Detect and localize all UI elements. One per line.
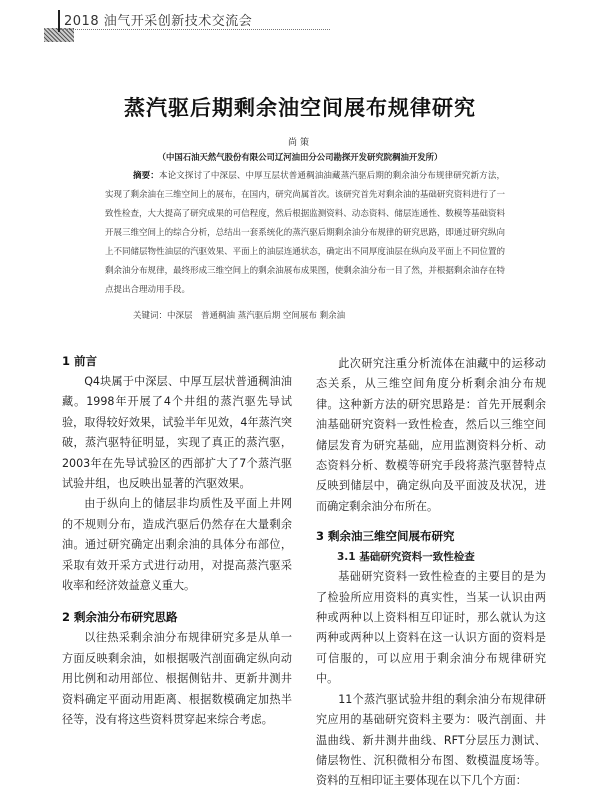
paragraph: 此次研究注重分析流体在油藏中的运移动态关系，从三维空间角度分析剩余油分布规律。这种新方法的研究思路是：首先开展剩余油基础研究资料一致性检查，然后以三维空间储层发育为研究基础，应用监测资料分析、动态资料分析、数模等研究手段将蒸汽驱替特点反映到储层中，确定纵向及平面波及状况，进而确定剩余油分布所在。 — [316, 357, 546, 513]
conference-name: 2018 油气开采创新技术交流会 — [64, 14, 253, 29]
affiliation: （中国石油天然气股份有限公司辽河油田分公司勘探开发研究院稠油开发所） — [157, 152, 443, 162]
section-heading-1: 1 前言 — [62, 354, 98, 368]
left-column — [62, 350, 292, 731]
section-heading-3: 3 剩余油三维空间展布研究 — [316, 529, 455, 544]
header-rule — [60, 29, 330, 30]
paper-title: 蒸汽驱后期剩余油空间展布规律研究 — [124, 96, 476, 120]
subsection-heading: 3.1 基础研究资料一致性检查 — [337, 551, 475, 564]
section-heading-2: 2 剩余油分布研究思路 — [62, 610, 178, 625]
abstract-label: 摘要： — [133, 171, 159, 181]
paragraph: Q4块属于中深层、中厚互层状普通稠油油藏。1998年开展了4个井组的蒸汽驱先导试验，取得较好效果，试验半年见效，4年蒸汽突破，蒸汽驱特征明显，实现了真正的蒸汽驱，2003年在先导试验区的西部扩大了7个蒸汽驱试验井组，也反映出显著的汽驱效果。 — [62, 375, 292, 491]
keywords-label: 关键词： — [133, 311, 168, 321]
paragraph: 由于纵向上的储层非均质性及平面上井网的不规则分布，造成汽驱后仍然存在大量剩余油。通过研究确定出剩余油的具体分布部位，采取有效开采方式进行动用，对提高蒸汽驱采收率和经济效益意义重大。 — [62, 497, 292, 593]
right-column — [316, 354, 546, 792]
paragraph: 11个蒸汽驱试验井组的剩余油分布规律研究应用的基础研究资料主要为：吸汽剖面、井温曲线、新井测井曲线、RFT分层压力测试、储层物性、沉积微相分布图、数模温度场等。资料的互相印证主要体现在以下几个方面： — [316, 692, 546, 788]
running-header — [40, 8, 340, 34]
keywords — [133, 309, 345, 321]
abstract — [105, 167, 505, 300]
abstract-text: 本论文探讨了中深层、中厚互层状普通稠油油藏蒸汽驱后期的剩余油分布规律研究新方法，实现了剩余油在三维空间上的展布，在国内，研究尚属首次。该研究首先对剩余油的基础研究资料进行了一致性检查，大大提高了研究成果的可信程度，然后根据监测资料、动态资料、储层连通性、数模等基础资料开展三维空间上的综合分析，总结出一套系统化的蒸汽驱后期剩余油分布规律的研究思路，即通过研究纵向上不同储层物性油层的汽驱效果、平面上的油层连通状态，确定出不同厚度油层在纵向及平面上不同位置的剩余油分布规律，最终形成三维空间上的剩余油展布成果图，使剩余油分布一目了然，并根据剩余油存在特点提出合理动用手段。 — [105, 171, 505, 295]
keywords-text: 中深层 普通稠油 蒸汽驱后期 空间展布 剩余油 — [167, 311, 346, 321]
paragraph: 以往热采剩余油分布规律研究多是从单一方面反映剩余油，如根据吸汽剖面确定纵向动用比例和动用部位、根据侧钻井、更新井测井资料确定平面动用距离、根据数模确定加热半径等，没有将这些资料贯穿起来综合考虑。 — [62, 631, 292, 727]
author: 尚策 — [287, 138, 312, 148]
paragraph: 基础研究资料一致性检查的主要目的是为了检验所应用资料的真实性，当某一认识由两种或两种以上资料相互印证时，那么就认为这两种或两种以上资料在这一认识方面的资料是可信服的，可以应用于剩余油分布规律研究中。 — [316, 570, 546, 686]
